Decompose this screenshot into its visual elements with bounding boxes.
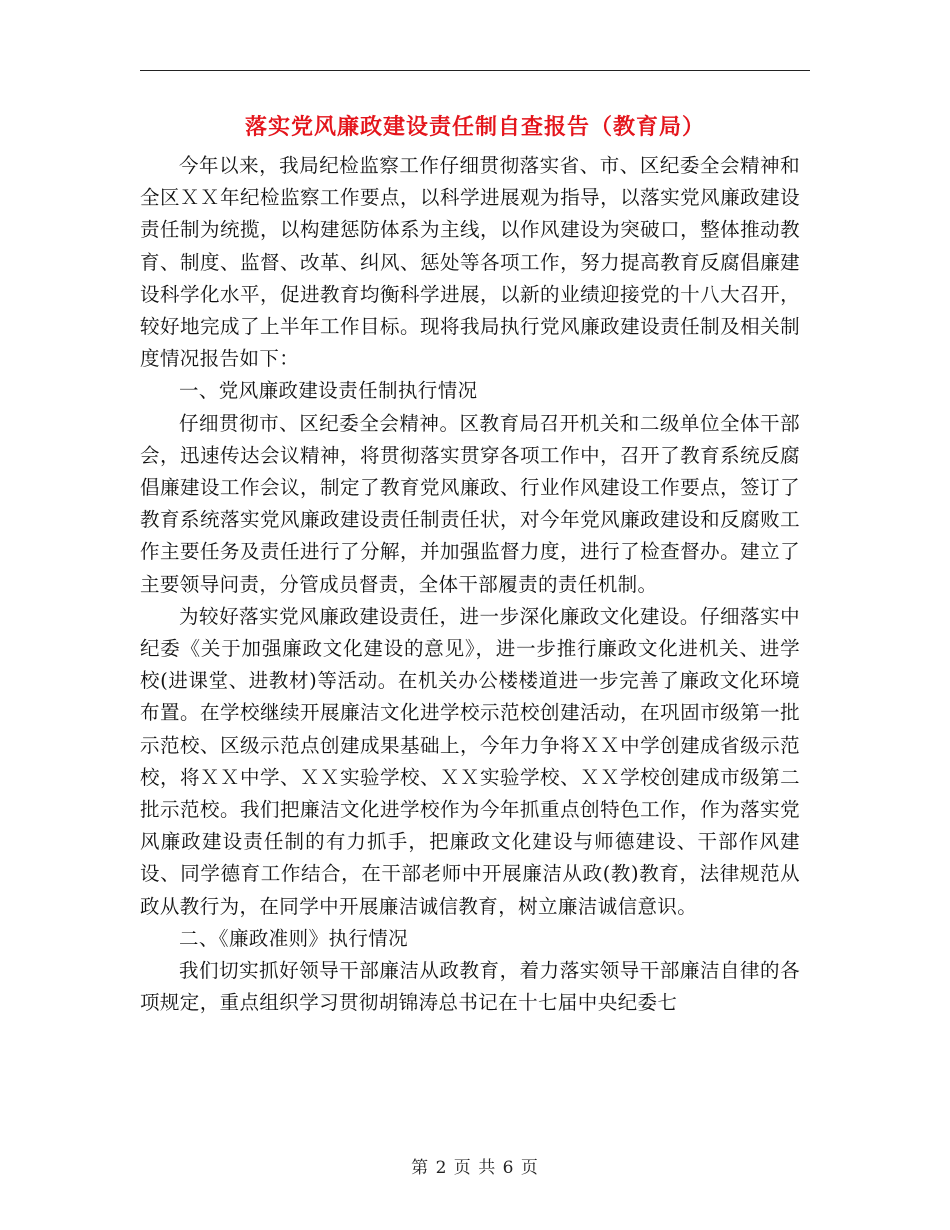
section-heading-1: 一、党风廉政建设责任制执行情况 — [179, 379, 478, 403]
document-title: 落实党风廉政建设责任制自查报告（教育局） — [244, 114, 705, 140]
document-body — [140, 150, 800, 1019]
section-2-paragraph-1: 我们切实抓好领导干部廉洁从政教育，着力落实领导干部廉洁自律的各项规定，重点组织学习贯彻胡锦涛总书记在十七届中央纪委七 — [140, 959, 800, 1015]
header-rule — [140, 70, 810, 71]
page-number-footer: 第 2 页 共 6 页 — [411, 1158, 539, 1178]
section-heading-2: 二、《廉政准则》执行情况 — [179, 926, 409, 950]
intro-paragraph: 今年以来，我局纪检监察工作仔细贯彻落实省、市、区纪委全会精神和全区ＸＸ年纪检监察工作要点，以科学进展观为指导，以落实党风廉政建设责任制为统揽，以构建惩防体系为主线，以作风建设为突破口，整体推动教育、制度、监督、改革、纠风、惩处等各项工作，努力提高教育反腐倡廉建设科学化水平，促进教育均衡科学进展，以新的业绩迎接党的十八大召开，较好地完成了上半年工作目标。现将我局执行党风廉政建设责任制及相关制度情况报告如下： — [140, 154, 800, 371]
section-1-paragraph-2: 为较好落实党风廉政建设责任，进一步深化廉政文化建设。仔细落实中纪委《关于加强廉政文化建设的意见》，进一步推行廉政文化进机关、进学校(进课堂、进教材)等活动。在机关办公楼楼道进一步完善了廉政文化环境布置。在学校继续开展廉洁文化进学校示范校创建活动，在巩固市级第一批示范校、区级示范点创建成果基础上，今年力争将ＸＸ中学创建成省级示范校，将ＸＸ中学、ＸＸ实验学校、ＸＸ实验学校、ＸＸ学校创建成市级第二批示范校。我们把廉洁文化进学校作为今年抓重点创特色工作，作为落实党风廉政建设责任制的有力抓手，把廉政文化建设与师德建设、干部作风建设、同学德育工作结合，在干部老师中开展廉洁从政(教)教育，法律规范从政从教行为，在同学中开展廉洁诚信教育，树立廉洁诚信意识。 — [140, 604, 800, 918]
section-1-paragraph-1: 仔细贯彻市、区纪委全会精神。区教育局召开机关和二级单位全体干部会，迅速传达会议精神，将贯彻落实贯穿各项工作中，召开了教育系统反腐倡廉建设工作会议，制定了教育党风廉政、行业作风建设工作要点，签订了教育系统落实党风廉政建设责任制责任状，对今年党风廉政建设和反腐败工作主要任务及责任进行了分解，并加强监督力度，进行了检查督办。建立了主要领导问责，分管成员督责，全体干部履责的责任机制。 — [140, 411, 800, 596]
